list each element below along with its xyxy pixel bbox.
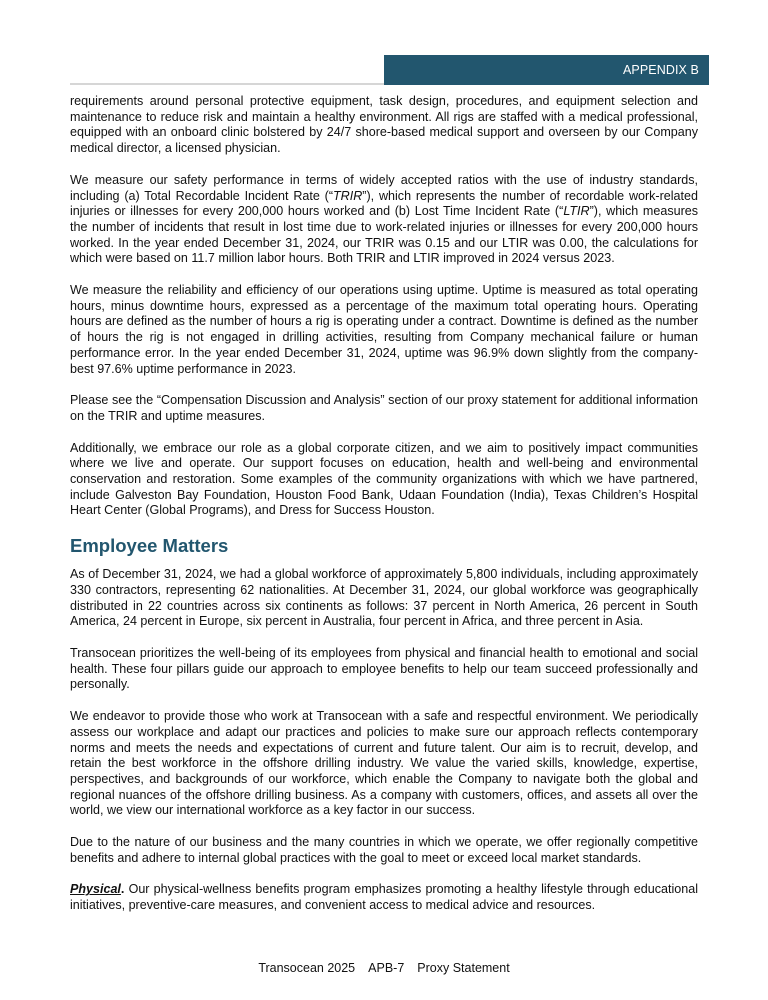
section-heading-employee-matters: Employee Matters: [70, 535, 229, 557]
paragraph-benefits: Due to the nature of our business and the many countries in which we operate, we offer regionally competitive benefits and adhere to internal global practices with the goal to meet or exceed local market standards.: [70, 835, 698, 865]
header-divider-line: [70, 83, 384, 85]
paragraph-safety-metrics: We measure our safety performance in terms of widely accepted ratios with the use of industry standards, including (a) Total Recordable Incident Rate (“TRIR”), which represents the number of recordable work-related injuries or illnesses for every 200,000 hours worked and (b) Lost Time Incident Rate (“LTIR”), which measures the number of incidents that result in lost time due to work-related injuries or illnesses for every 200,000 hours worked. In the year ended December 31, 2024, our TRIR was 0.15 and our LTIR was 0.00, the calculations for which were based on 11.7 million labor hours. Both TRIR and LTIR improved in 2024 versus 2023.: [70, 172, 698, 266]
physical-label: Physical: [70, 882, 121, 897]
paragraph-health-safety-continued: requirements around personal protective equipment, task design, procedures, and equipment selection and maintenance to reduce risk and maintain a healthy environment. All rigs are staffed with a medical professional, equipped with an onboard clinic bolstered by 24/7 shore-based medical support and overseen by our Company medical director, a licensed physician.: [70, 94, 698, 156]
paragraph-uptime: We measure the reliability and efficiency of our operations using uptime. Uptime is measured as total operating hours, minus downtime hours, expressed as a percentage of the maximum total operating hours. Operating hours are defined as the number of hours a rig is operating under a contract. Downtime is defined as the number of hours the rig is not engaged in drilling activities, resulting from Company mechanical failure or human performance error. In the year ended December 31, 2024, uptime was 96.9% down slightly from the company-best 97.6% uptime performance in 2023.: [70, 283, 698, 376]
section-header-bar: [384, 55, 709, 85]
physical-text: Our physical-wellness benefits program emphasizes promoting a healthy lifestyle through educational initiatives, preventive-care measures, and convenient access to medical advice and resources.: [70, 882, 698, 913]
page-content: [70, 94, 698, 930]
appendix-label: APPENDIX B: [622, 63, 699, 77]
acronym-term: LTIR: [563, 204, 590, 219]
acronym-term: TRIR: [333, 188, 363, 203]
paragraph-physical: [70, 882, 698, 913]
paragraph-workforce: As of December 31, 2024, we had a global workforce of approximately 5,800 individuals, including approximately 330 contractors, representing 62 nationalities. At December 31, 2024, our global workforce was geographically distributed in 22 countries across six continents as follows: 37 percent in North America, 26 percent in South America, 24 percent in Europe, six percent in Australia, four percent in Africa, and three percent in Asia.: [70, 567, 698, 629]
physical-label-suffix: .: [120, 882, 125, 897]
paragraph-environment: We endeavor to provide those who work at Transocean with a safe and respectful environment. We periodically assess our workplace and adapt our practices and policies to make sure our approach reflects contemporary norms and meets the needs and expectations of current and future talent. Our aim is to recruit, develop, and retain the best workforce in the offshore drilling industry. We value the varied skills, knowledge, expertise, perspectives, and backgrounds of our workforce, which enable the Company to navigate both the global and regional nuances of the offshore drilling business. As a company with customers, offices, and assets all over the world, we view our international workforce as a key factor in our success.: [70, 709, 698, 818]
paragraph-cda-reference: Please see the “Compensation Discussion and Analysis” section of our proxy statement for additional information on the TRIR and uptime measures.: [70, 393, 698, 423]
paragraph-community: Additionally, we embrace our role as a global corporate citizen, and we aim to positively impact communities where we live and operate. Our support focuses on education, health and well-being and environmental conservation and restoration. Some examples of the community organizations with which we have partnered, include Galveston Bay Foundation, Houston Food Bank, Udaan Foundation (India), Texas Children’s Hospital Heart Center (Global Programs), and Dress for Success Houston.: [70, 440, 698, 518]
footer-document-title: Proxy Statement: [417, 961, 510, 975]
footer-page-number: APB-7: [368, 961, 405, 975]
footer-company-year: Transocean 2025: [258, 961, 356, 975]
page-footer: [0, 961, 768, 975]
paragraph-wellbeing: Transocean prioritizes the well-being of its employees from physical and financial health to emotional and social health. These four pillars guide our approach to employee benefits to help our team succeed professionally and personally.: [70, 645, 698, 692]
